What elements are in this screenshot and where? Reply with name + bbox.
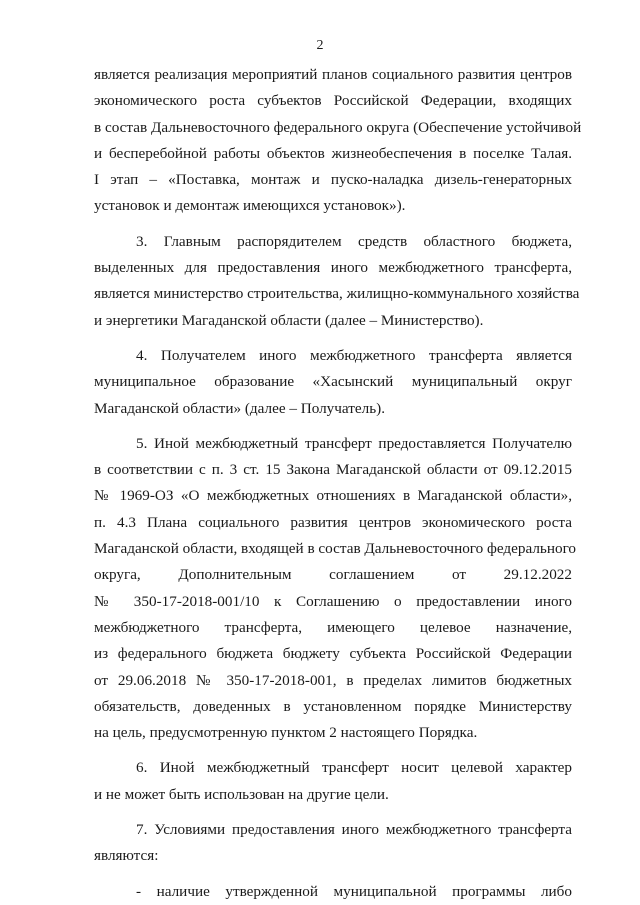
text-line: обязательств, доведенных в установленном порядке Министерству (94, 697, 572, 715)
text-line: и энергетики Магаданской области (далее – Министерство). (94, 311, 484, 329)
text-line: являются: (94, 847, 159, 865)
text-line: Магаданской области, входящей в состав Дальневосточного федерального (94, 540, 577, 558)
text-line: выделенных для предоставления иного межбюджетного трансферта, (94, 259, 572, 277)
text-line: и не может быть использован на другие цели. (94, 785, 389, 803)
paragraph-gap (94, 334, 572, 343)
text-line: в состав Дальневосточного федерального округа (Обеспечение устойчивой (94, 118, 582, 136)
text-line: экономического роста субъектов Российской Федерации, входящих (94, 92, 572, 110)
text-line: 4. Получателем иного межбюджетного трансферта является (136, 346, 572, 364)
text-line: является министерство строительства, жилищно-коммунального хозяйства (94, 285, 580, 303)
text-line: 6. Иной межбюджетный трансферт носит целевой характер (136, 759, 572, 777)
text-line: - наличие утвержденной муниципальной программы либо (136, 882, 572, 900)
text-line: из федерального бюджета бюджету субъекта Российской Федерации (94, 645, 572, 663)
text-line: п. 4.3 Плана социального развития центров экономического роста (94, 513, 572, 531)
text-line: 7. Условиями предоставления иного межбюджетного трансферта (136, 821, 572, 839)
paragraph (94, 755, 572, 808)
page-number: 2 (316, 38, 324, 53)
paragraph (94, 229, 580, 334)
paragraph (94, 62, 582, 220)
paragraph-gap (94, 746, 572, 755)
paragraph-gap (94, 870, 572, 879)
document-body (94, 62, 582, 905)
text-line: в соответствии с п. 3 ст. 15 Закона Магаданской области от 09.12.2015 (94, 461, 572, 479)
paragraph (94, 431, 577, 747)
text-line: Магаданской области» (далее – Получатель). (94, 399, 386, 417)
text-line: является реализация мероприятий планов социального развития центров (94, 66, 572, 83)
text-line: и бесперебойной работы объектов жизнеобеспечения в поселке Талая. (94, 144, 572, 162)
text-line: I этап – «Поставка, монтаж и пуско-наладка дизель-генераторных (94, 171, 572, 189)
text-line: округа, Дополнительным соглашением от 29.12.2022 (94, 566, 572, 584)
paragraph-gap (94, 422, 572, 431)
paragraph (94, 879, 572, 905)
text-line: № 350-17-2018-001/10 к Соглашению о предоставлении иного (94, 592, 572, 610)
paragraph-gap (94, 808, 572, 817)
text-line: межбюджетного трансферта, имеющего целевое назначение, (94, 618, 572, 636)
text-line: 5. Иной межбюджетный трансферт предоставляется Получателю (136, 434, 572, 452)
text-line: на цель, предусмотренную пунктом 2 настоящего Порядка. (94, 724, 478, 742)
paragraph (94, 817, 572, 870)
paragraph (94, 343, 572, 422)
text-line: муниципальное образование «Хасынский муниципальный округ (94, 373, 572, 391)
text-line: 3. Главным распорядителем средств областного бюджета, (136, 232, 572, 250)
text-line: установок и демонтаж имеющихся установок»). (94, 197, 406, 215)
paragraph-gap (94, 220, 572, 229)
text-line: № 1969-ОЗ «О межбюджетных отношениях в Магаданской области», (94, 487, 572, 505)
text-line: от 29.06.2018 № 350-17-2018-001, в пределах лимитов бюджетных (94, 671, 572, 689)
